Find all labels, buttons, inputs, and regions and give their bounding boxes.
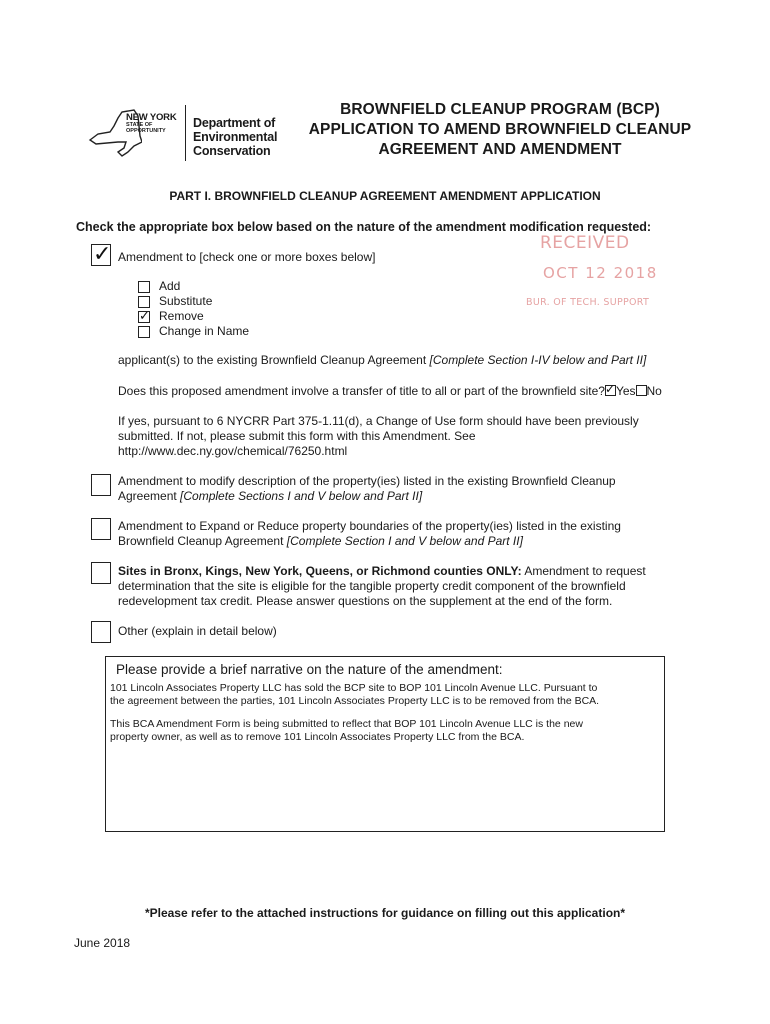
nyc-counties-bold: Sites in Bronx, Kings, New York, Queens, or Richmond counties ONLY: bbox=[118, 564, 522, 578]
expand-reduce-line2-text: Brownfield Cleanup Agreement bbox=[118, 534, 287, 548]
form-date: June 2018 bbox=[74, 936, 131, 950]
nyc-counties-line1-rest: Amendment to request bbox=[521, 564, 646, 578]
nyc-counties-line1 bbox=[118, 564, 646, 579]
modify-description-label bbox=[118, 474, 616, 504]
narrative-text bbox=[110, 682, 660, 744]
received-stamp-date: OCT 12 2018 bbox=[543, 264, 658, 282]
part-title: PART I. BROWNFIELD CLEANUP AGREEMENT AMENDMENT APPLICATION bbox=[169, 189, 601, 203]
nyc-counties-checkbox[interactable] bbox=[91, 562, 111, 584]
change-of-use-line1: If yes, pursuant to 6 NYCRR Part 375-1.11(d), a Change of Use form should have been previously bbox=[118, 414, 639, 428]
transfer-question-text: Does this proposed amendment involve a transfer of title to all or part of the brownfield site? bbox=[118, 384, 605, 398]
modify-description-line1: Amendment to modify description of the property(ies) listed in the existing Brownfield Cleanup bbox=[118, 474, 616, 488]
title-line2: APPLICATION TO AMEND BROWNFIELD CLEANUP bbox=[308, 121, 692, 138]
expand-reduce-label bbox=[118, 519, 621, 549]
check-heading: Check the appropriate box below based on the nature of the amendment modification requested: bbox=[76, 220, 652, 234]
narrative-heading: Please provide a brief narrative on the nature of the amendment: bbox=[116, 662, 503, 677]
modify-description-line2 bbox=[118, 489, 616, 504]
applicant-text-instructions: [Complete Section I-IV below and Part II] bbox=[429, 353, 647, 367]
amendment-to-checkbox[interactable] bbox=[91, 241, 112, 266]
narrative-spacer bbox=[110, 708, 660, 718]
narrative-p1-line1: 101 Lincoln Associates Property LLC has sold the BCP site to BOP 101 Lincoln Avenue LLC. Pursuant to bbox=[110, 682, 598, 694]
yes-label: Yes bbox=[615, 384, 636, 398]
no-checkbox[interactable] bbox=[636, 385, 647, 396]
nyc-counties-line2: determination that the site is eligible for the tangible property credit component of the brownfield bbox=[118, 579, 626, 593]
title-line1: BROWNFIELD CLEANUP PROGRAM (BCP) bbox=[340, 101, 660, 118]
add-checkbox[interactable] bbox=[138, 281, 150, 293]
narrative-p2-line2: property owner, as well as to remove 101 Lincoln Associates Property LLC from the BCA. bbox=[110, 731, 525, 743]
expand-reduce-line2 bbox=[118, 534, 621, 549]
nyc-counties-label bbox=[118, 564, 646, 609]
no-label: No bbox=[646, 384, 662, 398]
modify-description-instructions: [Complete Sections I and V below and Part II] bbox=[180, 489, 423, 503]
checkmark-icon: ✓ bbox=[139, 308, 150, 323]
checkmark-icon: ✓ bbox=[93, 241, 112, 266]
applicant-text bbox=[118, 353, 646, 368]
narrative-p2-line1: This BCA Amendment Form is being submitted to reflect that BOP 101 Lincoln Avenue LLC is the new bbox=[110, 718, 583, 730]
add-label: Add bbox=[159, 279, 181, 293]
modify-description-checkbox[interactable] bbox=[91, 474, 111, 496]
department-line1: Department of bbox=[193, 116, 276, 130]
title-line3: AGREEMENT AND AMENDMENT bbox=[378, 141, 622, 158]
received-stamp-bureau: BUR. OF TECH. SUPPORT bbox=[526, 297, 650, 308]
remove-checkbox[interactable] bbox=[138, 308, 150, 323]
expand-reduce-checkbox[interactable] bbox=[91, 518, 111, 540]
substitute-label: Substitute bbox=[159, 294, 213, 308]
department-line2: Environmental bbox=[193, 130, 278, 144]
change-in-name-label: Change in Name bbox=[159, 324, 250, 338]
nyc-counties-line3: redevelopment tax credit. Please answer questions on the supplement at the end of the form. bbox=[118, 594, 613, 608]
substitute-checkbox[interactable] bbox=[138, 296, 150, 308]
yes-checkbox[interactable] bbox=[604, 382, 616, 396]
change-of-use-line2: submitted. If not, please submit this form with this Amendment. See bbox=[118, 429, 476, 443]
nys-logo bbox=[126, 114, 184, 134]
amendment-to-label: Amendment to [check one or more boxes below] bbox=[118, 250, 376, 264]
change-of-use-link[interactable]: http://www.dec.ny.gov/chemical/76250.html bbox=[118, 444, 348, 458]
checkmark-icon: ✓ bbox=[604, 382, 615, 396]
received-stamp: RECEIVED bbox=[540, 233, 630, 253]
department-line3: Conservation bbox=[193, 144, 271, 158]
remove-label: Remove bbox=[159, 309, 204, 323]
applicant-text-plain: applicant(s) to the existing Brownfield Cleanup Agreement bbox=[118, 353, 430, 367]
page-title bbox=[290, 100, 710, 160]
change-of-use-note bbox=[118, 414, 639, 459]
logo-divider bbox=[185, 105, 186, 161]
other-checkbox[interactable] bbox=[91, 621, 111, 643]
transfer-question bbox=[118, 384, 662, 399]
logo-line3: OPPORTUNITY bbox=[126, 128, 166, 134]
narrative-p1-line2: the agreement between the parties, 101 Lincoln Associates Property LLC is to be removed from the BCA. bbox=[110, 695, 600, 707]
instructions-note: *Please refer to the attached instructions for guidance on filling out this application* bbox=[144, 906, 626, 920]
expand-reduce-instructions: [Complete Section I and V below and Part II] bbox=[286, 534, 523, 548]
logo-line1: NEW YORK bbox=[126, 112, 177, 123]
change-in-name-checkbox[interactable] bbox=[138, 326, 150, 338]
expand-reduce-line1: Amendment to Expand or Reduce property boundaries of the property(ies) listed in the existing bbox=[118, 519, 621, 533]
department-name bbox=[193, 116, 277, 158]
logo-line2: STATE OF bbox=[126, 122, 153, 128]
modify-description-line2-text: Agreement bbox=[118, 489, 181, 503]
other-label: Other (explain in detail below) bbox=[118, 624, 277, 638]
